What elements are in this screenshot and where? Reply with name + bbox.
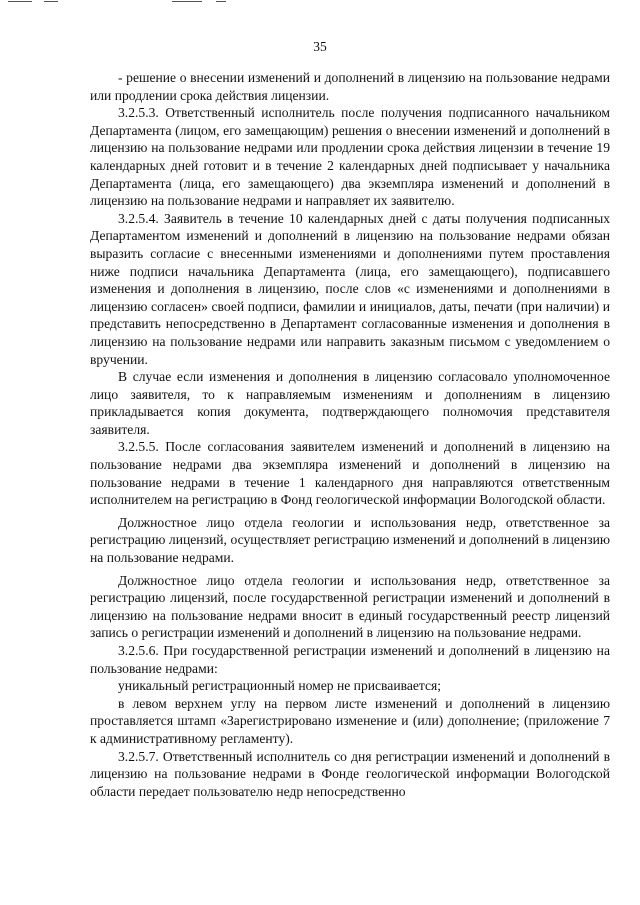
paragraph: 3.2.5.4. Заявитель в течение 10 календарных дней с даты получения подписанных Департаментом изменений и дополнений в лицензию на пользование недрами обязан выразить согласие с внесенными изменениями и дополнениями путем проставления ниже подписи начальника Департамента (лица, его замещающего), подписавшего изменения и дополнения в лицензию, после слов «с изменениями и дополнениями в лицензию согласен» своей подписи, фамилии и инициалов, даты, печати (при наличии) и представить непосредственно в Департамент согласованные изменения и дополнения в лицензию на пользование недрами или направить заказным письмом с уведомлением о вручении. bbox=[90, 210, 610, 367]
scan-edge-mark bbox=[216, 1, 226, 2]
page-number: 35 bbox=[313, 39, 327, 54]
paragraph: В случае если изменения и дополнения в лицензию согласовало уполномоченное лицо заявителя, то к направляемым изменениям и дополнениям в лицензию прикладывается копия документа, подтверждающего полномочия представителя заявителя. bbox=[90, 369, 610, 437]
paragraph: Должностное лицо отдела геологии и использования недр, ответственное за регистрацию лицензий, после государственной регистрации изменений и дополнений в лицензию на пользование недрами вносит в единый государственный реестр лицензий запись о регистрации изменений и дополнений в лицензию на пользование недрами. bbox=[90, 572, 610, 641]
paragraph: 3.2.5.6. При государственной регистрации изменений и дополнений в лицензию на пользование недрами: bbox=[90, 643, 610, 676]
scan-edge-mark bbox=[172, 1, 202, 2]
paragraph: 3.2.5.5. После согласования заявителем изменений и дополнений в лицензию на пользование недрами два экземпляра изменений и дополнений в лицензию на пользование недрами в течение 1 календарного дня направляются ответственным исполнителем на регистрацию в Фонд геологической информации Вологодской области. bbox=[90, 439, 610, 508]
scan-edge-mark bbox=[44, 1, 58, 2]
paragraph: 3.2.5.7. Ответственный исполнитель со дня регистрации изменений и дополнений в лицензию на пользование недрами в Фонде геологической информации Вологодской области передает пользователю недр непосредственно bbox=[90, 748, 610, 799]
paragraph: уникальный регистрационный номер не присваивается; bbox=[118, 678, 442, 694]
paragraph: 3.2.5.3. Ответственный исполнитель после получения подписанного начальником Департамента (лицом, его замещающим) решения о внесении изменений и дополнений в лицензию на пользование недрами или продлении срока действия лицензии в течение 19 календарных дней готовит и в течение 2 календарных дней подписывает у начальника Департамента (лица, его замещающего) два экземпляра изменений и дополнений в лицензию на пользование недрами и направляет их заявителю. bbox=[90, 105, 610, 209]
paragraph: - решение о внесении изменений и дополнений в лицензию на пользование недрами или продлении срока действия лицензии. bbox=[90, 70, 610, 103]
paragraph: в левом верхнем углу на первом листе изменений и дополнений в лицензию проставляется штамп «Зарегистрировано изменение и (или) дополнение; (приложение 7 к административному регламенту). bbox=[90, 695, 610, 746]
paragraph: Должностное лицо отдела геологии и использования недр, ответственное за регистрацию лицензий, осуществляет регистрацию изменений и дополнений в лицензию на пользование недрами. bbox=[90, 514, 610, 566]
scan-edge-mark bbox=[8, 1, 32, 2]
document-body bbox=[90, 69, 610, 800]
